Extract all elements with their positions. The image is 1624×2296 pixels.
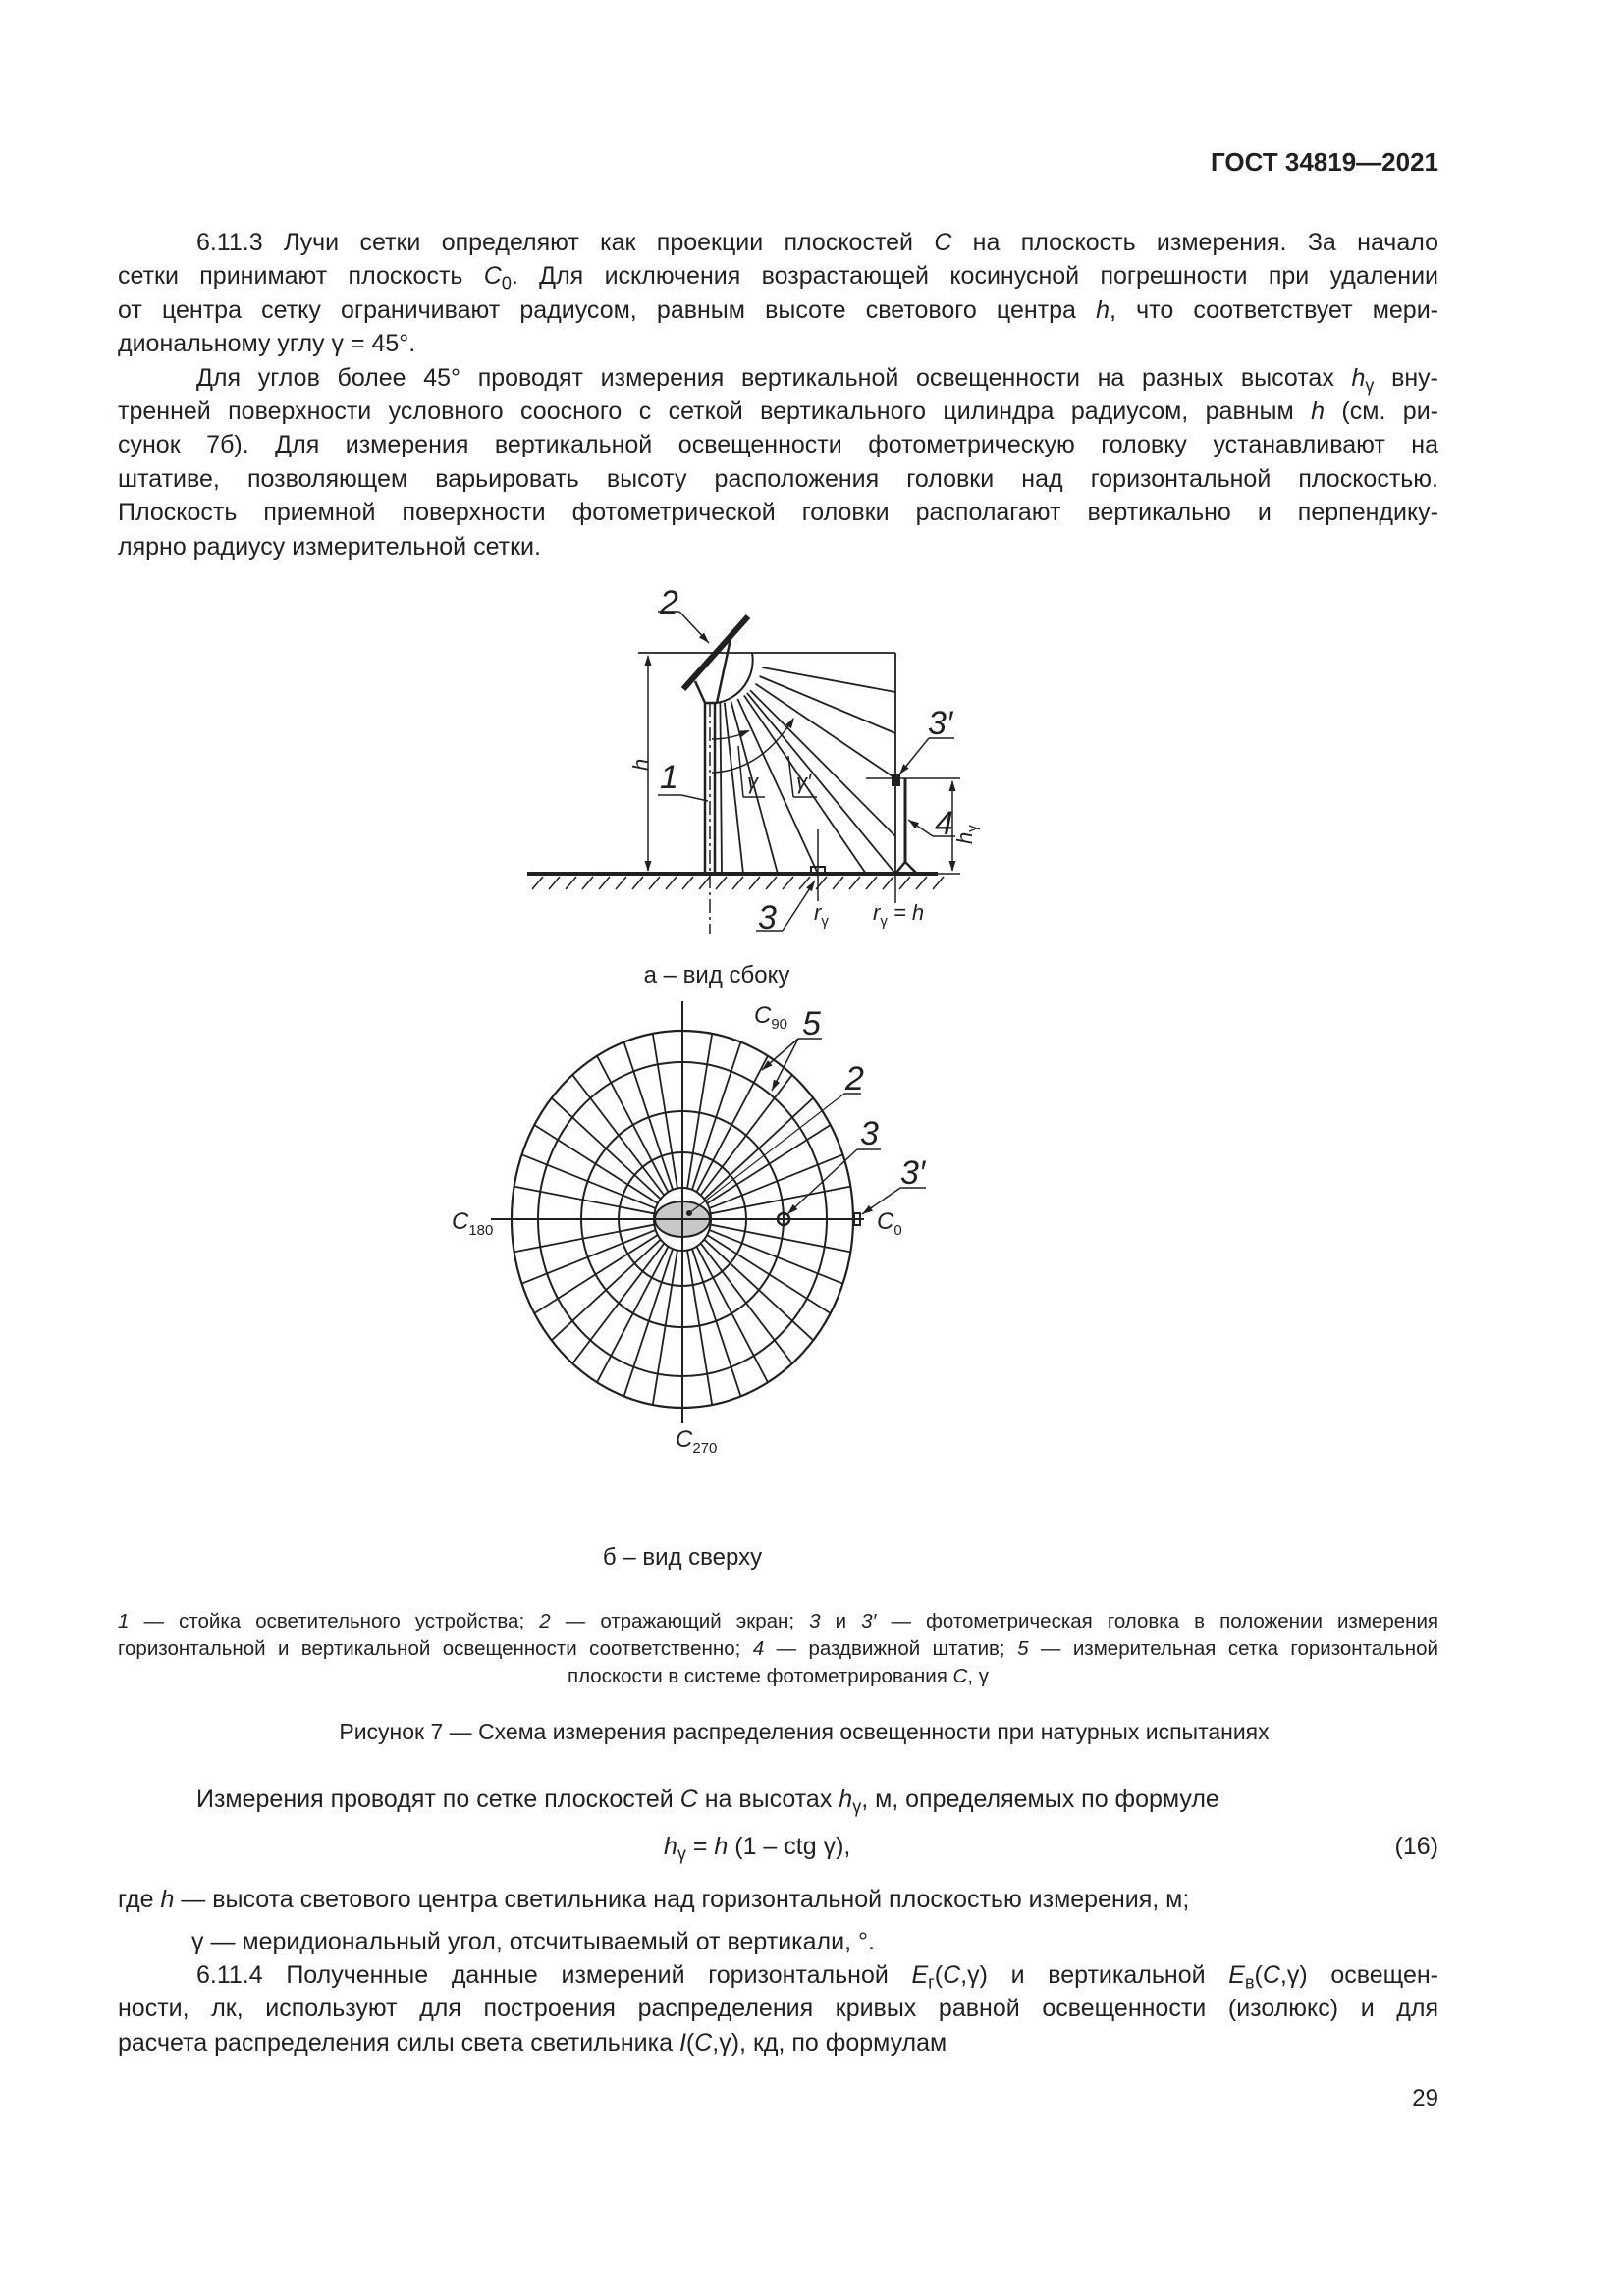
subscript: γ — [677, 1843, 686, 1864]
light-ray — [725, 703, 743, 874]
ground-hatch — [666, 877, 677, 889]
label-2: 2 — [660, 584, 678, 621]
document-number: ГОСТ 34819—2021 — [1211, 147, 1438, 177]
text-segment: ,γ) и вертикальной — [960, 1961, 1229, 1989]
italic-symbol: 4 — [752, 1637, 765, 1660]
r-gamma-equals-h-label: $r_\gamma = h$ — [873, 900, 925, 930]
text-segment: расчета распределения силы света светильника — [118, 2028, 679, 2056]
text-segment: — раздвижной штатив; — [764, 1637, 1018, 1660]
text-line — [118, 1883, 1189, 1916]
light-ray — [755, 684, 895, 778]
where-h — [118, 1883, 1189, 1916]
italic-symbol: h — [1311, 397, 1326, 425]
top-view-diagram — [432, 991, 962, 1482]
italic-symbol: h — [1096, 295, 1110, 324]
text-line — [118, 1958, 1438, 1992]
ground-hatch — [833, 877, 843, 889]
h-gamma-label: $h_\gamma$ — [952, 825, 981, 844]
h-gamma-arrow-bottom — [949, 861, 956, 872]
c90-label: $C_{90}$ — [754, 1002, 788, 1033]
text-segment: ( — [685, 2028, 695, 2056]
italic-symbol: C — [483, 262, 502, 291]
light-ray — [762, 667, 895, 692]
text-segment: Измерения проводят по сетке плоскостей — [196, 1786, 680, 1813]
text-line — [118, 530, 1438, 563]
grid-ray — [704, 1240, 813, 1341]
h-gamma-arrow-top — [949, 780, 956, 791]
label-3-arrow-head — [806, 881, 815, 891]
grid-ray — [701, 1075, 792, 1196]
text-segment: = — [685, 1833, 715, 1860]
text-line — [118, 259, 1438, 293]
where-line — [118, 1883, 1189, 1916]
formula-16 — [664, 1830, 850, 1863]
gamma-prime-leader — [788, 756, 793, 797]
text-line — [118, 1783, 1438, 1816]
subscript: γ — [852, 1796, 862, 1817]
text-segment: горизонтальной и вертикальной освещенности соответственно; — [118, 1637, 753, 1660]
text-segment: вну- — [1374, 363, 1439, 392]
text-line — [191, 1925, 875, 1958]
label-5: 5 — [802, 1005, 821, 1042]
ground-hatch — [866, 877, 877, 889]
ground-hatch — [899, 877, 910, 889]
text-line — [118, 226, 1438, 259]
text-segment: от центра сетку ограничивают радиусом, равным высоте светового центра — [118, 295, 1097, 324]
text-segment: γ — меридиональный угол, отсчитываемый от вертикали, °. — [191, 1928, 875, 1955]
formula-expression — [664, 1830, 850, 1863]
text-segment: на плоскость измерения. За начало — [951, 229, 1438, 256]
legend-lines — [118, 1608, 1438, 1690]
where-gamma — [191, 1925, 875, 1958]
label-3-prime: 3′ — [928, 705, 953, 742]
ground-hatch — [682, 877, 693, 889]
italic-symbol: I — [678, 2028, 686, 2056]
text-segment: — стойка осветительного устройства; — [129, 1610, 540, 1632]
label-2: 2 — [845, 1060, 864, 1097]
text-segment: . Для исключения возрастающей косинусной погрешности при удалении — [511, 262, 1438, 291]
text-segment: на высотах — [697, 1786, 839, 1813]
light-ray — [747, 693, 895, 874]
ground-hatch — [732, 877, 743, 889]
italic-symbol: 3′ — [861, 1610, 877, 1632]
italic-symbol: h — [839, 1786, 853, 1813]
ground-hatch — [783, 877, 793, 889]
italic-symbol: 3 — [809, 1610, 821, 1632]
text-line — [118, 1635, 1438, 1663]
text-segment: штативе, позволяющем варьировать высоту расположения головки над горизонтальной плоскостью. — [118, 464, 1438, 493]
text-segment: тренней поверхности условного соосного с сеткой вертикального цилиндра радиусом, равным — [118, 397, 1312, 425]
text-line — [118, 327, 1438, 360]
paragraph-6-11-3 — [118, 226, 1438, 563]
label-4-arrow-head — [908, 820, 919, 828]
italic-symbol: C — [943, 1961, 961, 1989]
ground-hatch — [716, 877, 727, 889]
italic-symbol: 2 — [539, 1610, 551, 1632]
text-line — [118, 1663, 1438, 1690]
text-line — [118, 462, 1438, 496]
light-ray — [760, 676, 895, 733]
lamp-arm-left — [695, 681, 705, 703]
text-segment: плоскости в системе фотометрирования — [568, 1665, 953, 1687]
text-line — [118, 428, 1438, 461]
gamma-label: γ — [747, 770, 758, 794]
grid-ray — [552, 1098, 661, 1200]
gamma-prime-arc — [712, 719, 793, 773]
text-segment: 6.11.3 Лучи сетки определяют как проекции плоскостей — [196, 229, 935, 256]
grid-ray — [701, 1244, 792, 1364]
text-segment: и — [820, 1610, 862, 1632]
ground-hatch — [699, 877, 710, 889]
text-line — [118, 496, 1438, 529]
label-3-arrow — [787, 1149, 857, 1214]
text-segment: ( — [1254, 1961, 1263, 1989]
text-segment: — фотометрическая головка в положении измерения — [876, 1610, 1438, 1632]
text-line — [118, 361, 1438, 395]
figure-legend — [118, 1608, 1438, 1690]
label-1: 1 — [660, 759, 678, 796]
ground-hatch — [916, 877, 927, 889]
italic-symbol: C — [679, 1786, 698, 1813]
text-segment: ,γ), кд, по формулам — [712, 2028, 947, 2056]
label-2-leader — [689, 1094, 844, 1213]
italic-symbol: h — [160, 1886, 175, 1913]
page-number: 29 — [1412, 2085, 1438, 2111]
ground-hatch — [933, 877, 944, 889]
paragraph-lines — [118, 361, 1438, 563]
text-line — [118, 1608, 1438, 1635]
italic-symbol: C — [694, 2028, 713, 2056]
text-segment: ( — [934, 1961, 944, 1989]
text-line — [118, 1992, 1438, 2025]
ground-hatch — [549, 877, 560, 889]
text-line — [118, 294, 1438, 327]
text-segment: (см. ри- — [1325, 397, 1438, 425]
italic-symbol: E — [1228, 1961, 1245, 1989]
text-segment: сунок 7б). Для измерения вертикальной освещенности фотометрическую головку устанавливают на — [118, 431, 1438, 459]
text-segment: , что соответствует мери- — [1110, 295, 1438, 324]
side-view-diagram — [520, 579, 982, 991]
height-arrow-bottom — [645, 861, 652, 872]
ground-hatch — [632, 877, 643, 889]
text-segment: (1 – ctg γ), — [728, 1833, 851, 1860]
text-segment: , м, определяемых по формуле — [861, 1786, 1219, 1813]
height-label: h — [628, 758, 653, 771]
text-segment: — измерительная сетка горизонтальной — [1028, 1637, 1438, 1660]
paragraph-measurements — [118, 1783, 1438, 1816]
subscript: г — [928, 1972, 935, 1993]
gamma-leader — [738, 746, 743, 797]
paragraph-lines — [118, 1958, 1438, 2059]
italic-symbol: h — [1351, 363, 1366, 392]
top-view-caption: б – вид сверху — [602, 1544, 763, 1571]
ground-hatch — [766, 877, 777, 889]
r-gamma-label: $r_\gamma$ — [814, 900, 829, 930]
text-line — [118, 395, 1438, 428]
photometric-head-vertical — [893, 774, 899, 785]
label-3: 3 — [758, 899, 777, 936]
label-3-prime: 3′ — [900, 1154, 926, 1192]
italic-symbol: C — [952, 1665, 968, 1687]
text-line — [664, 1830, 850, 1863]
text-segment: — высота светового центра светильника над горизонтальной плоскостью измерения, м; — [174, 1886, 1190, 1913]
italic-symbol: 1 — [118, 1610, 130, 1632]
paragraph-6-11-4 — [118, 1958, 1438, 2059]
text-segment: лярно радиусу измерительной сетки. — [118, 532, 541, 561]
label-3-prime-arrow-head — [862, 1205, 873, 1214]
ground-hatch — [849, 877, 860, 889]
italic-symbol: h — [714, 1833, 729, 1860]
subscript: 0 — [501, 273, 512, 294]
italic-symbol: 5 — [1017, 1637, 1029, 1660]
text-segment: Плоскость приемной поверхности фотометрической головки располагают вертикально и перпендику- — [118, 499, 1438, 527]
c180-label: $C_{180}$ — [452, 1208, 494, 1239]
side-view-caption: а – вид сбоку — [643, 962, 790, 988]
text-segment: ности, лк, используют для построения распределения кривых равной освещенности (изолюкс) и для — [118, 1995, 1438, 2023]
italic-symbol: E — [911, 1961, 929, 1989]
text-segment: Для углов более 45° проводят измерения вертикальной освещенности на разных высотах — [196, 363, 1352, 392]
ground-hatch — [582, 877, 593, 889]
subscript: γ — [1365, 374, 1375, 395]
text-segment: 6.11.4 Полученные данные измерений горизонтальной — [196, 1961, 912, 1989]
where-line — [191, 1925, 875, 1958]
ground-hatch — [649, 877, 660, 889]
c270-label: $C_{270}$ — [676, 1426, 718, 1457]
ground-hatch — [883, 877, 893, 889]
subscript: в — [1244, 1972, 1255, 1993]
ground-hatch — [616, 877, 626, 889]
label-4: 4 — [935, 805, 953, 842]
text-segment: сетки принимают плоскость — [118, 262, 484, 291]
ground-hatch — [532, 877, 543, 889]
italic-symbol: C — [934, 229, 952, 256]
figure-title: Рисунок 7 — Схема измерения распределения освещенности при натурных испытаниях — [339, 1719, 1270, 1744]
light-ray — [720, 703, 722, 874]
grid-ray — [552, 1240, 661, 1341]
label-3: 3 — [860, 1115, 879, 1152]
text-segment: ,γ) освещен- — [1279, 1961, 1438, 1989]
text-segment: диональному углу γ = 45°. — [118, 330, 416, 358]
text-segment: , γ — [967, 1665, 989, 1687]
gamma-prime-label: γ′ — [796, 770, 812, 794]
italic-symbol: C — [1262, 1961, 1280, 1989]
italic-symbol: h — [664, 1833, 677, 1860]
label-5-arrow-inner-head — [772, 1080, 780, 1091]
ground-hatch — [749, 877, 760, 889]
ground-hatch — [566, 877, 576, 889]
grid-ray — [572, 1075, 664, 1196]
formula-number: (16) — [1394, 1833, 1438, 1860]
c0-label: $C_0$ — [877, 1208, 902, 1239]
paragraph-lines — [118, 1783, 1438, 1816]
grid-ray — [572, 1244, 664, 1364]
ground-hatch — [599, 877, 610, 889]
paragraph-lines — [118, 226, 1438, 361]
grid-ray — [704, 1098, 813, 1200]
text-line — [118, 2026, 1438, 2059]
text-segment: где — [118, 1886, 161, 1913]
text-segment: — отражающий экран; — [550, 1610, 810, 1632]
height-arrow-top — [645, 655, 652, 666]
